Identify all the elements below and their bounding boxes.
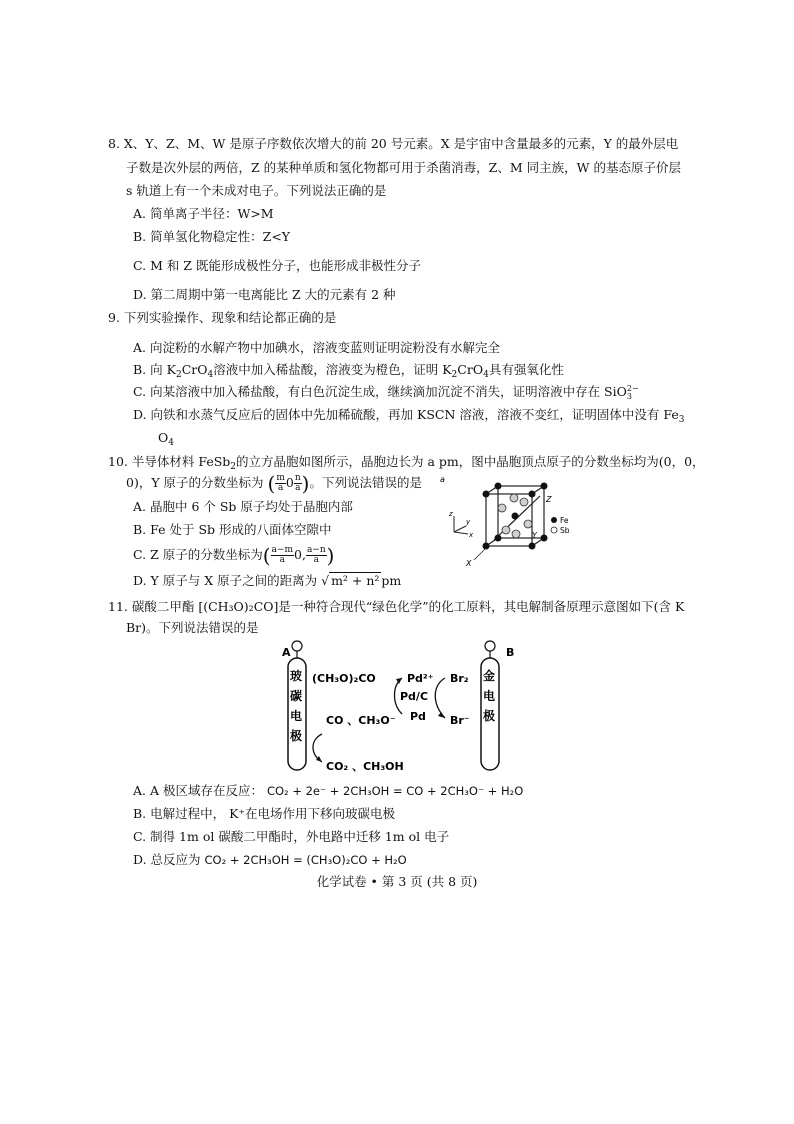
q9-option-c: C. 向某溶液中加入稀盐酸，有白色沉淀生成，继续滴加沉淀不消失，证明溶液中存在 SiO 2− 3 [133,383,639,401]
corner-label: a [440,475,445,484]
right-electrode-char-1: 金 [483,669,496,683]
legend-fe: Fe [560,516,569,525]
dmc-label: (CH₃O)₂CO [312,672,376,685]
q8-option-d: D. 第二周期中第一电离能比 Z 大的元素有 2 种 [133,287,396,302]
legend-sb: Sb [560,526,570,535]
q10-stem-line-2: 0)，Y 原子的分数坐标为 ( $\frac{m}{a}$ 0 $\frac{n}{a}$ )。下列说法错误的是 [126,471,422,496]
atom-z-label: Z [546,495,552,504]
right-electrode-char-3: 极 [483,709,496,723]
q11-stem-line-1: 11. 碳酸二甲酯 [(CH₃O)₂CO]是一种符合现代“绿色化学”的化工原料，其电解制备原理示意图如下(含 K [108,599,685,614]
q8-stem-line-3: s 轨道上有一个未成对电子。下列说法正确的是 [126,183,387,198]
br2-label: Br₂ [450,672,469,685]
q8-option-c: C. M 和 Z 既能形成极性分子，也能形成非极性分子 [133,258,421,273]
q10-option-a: A. 晶胞中 6 个 Sb 原子均处于晶胞内部 [133,499,353,514]
q9-option-d-line-2: $O_4$ [158,430,174,448]
left-electrode-char-3: 电 [290,709,303,723]
left-electrode-char-4: 极 [290,729,303,743]
crystal-cell-figure [436,472,596,568]
co2-ch3oh-label: CO₂ 、CH₃OH [326,760,404,773]
q10-option-d: D. Y 原子与 X 原子之间的距离为 √ m² + n² pm [133,573,402,588]
left-electrode-char-1: 玻 [290,669,303,683]
q8-option-a: A. 简单离子半径：W>M [133,206,274,221]
q9-option-d-line-1: D. 向铁和水蒸气反应后的固体中先加稀硫酸，再加 KSCN 溶液，溶液不变红，证明固体中没有 $Fe_3$ [133,407,685,425]
pdc-label: Pd/C [400,690,429,703]
q8-stem-line-1: 8. X、Y、Z、M、W 是原子序数依次增大的前 20 号元素。X 是宇宙中含量最多的元素，Y 的最外层电 [108,136,679,151]
q11-option-a: A. A 极区域存在反应： CO₂ + 2e⁻ + 2CH₃OH = CO + 2CH₃O⁻ + H₂O [133,783,524,798]
electrode-b-label: B [506,646,515,659]
axis-y-label: y [466,518,471,526]
pd-label: Pd [410,710,426,723]
q8-stem-line-2: 子数是次外层的两倍，Z 的某种单质和氢化物都可用于杀菌消毒，Z、M 同主族，W 的基态原子价层 [126,160,681,175]
q9-option-a: A. 向淀粉的水解产物中加碘水，溶液变蓝则证明淀粉没有水解完全 [133,340,500,355]
q11-stem-line-2: Br)。下列说法错误的是 [126,620,259,635]
q11-option-d: D. 总反应为 CO₂ + 2CH₃OH = (CH₃O)₂CO + H₂O [133,852,407,867]
q9-option-b: B. 向 $K_2CrO_4$溶液中加入稀盐酸，溶液变为橙色，证明 $K_2CrO_4$具有强氧化性 [133,362,564,380]
q9-stem: 9. 下列实验操作、现象和结论都正确的是 [108,310,337,325]
right-electrode-char-2: 电 [483,689,496,703]
q11-option-c: C. 制得 1m ol 碳酸二甲酯时，外电路中迁移 1m ol 电子 [133,829,450,844]
atom-y-label: Y [532,531,537,540]
electrolysis-diagram [280,636,530,776]
q11-option-b: B. 电解过程中， K⁺在电场作用下移向玻碳电极 [133,806,396,821]
axis-z-label: z [449,510,453,518]
atom-x-label: X [466,559,472,568]
pd2-label: Pd²⁺ [407,672,434,685]
q10-option-b: B. Fe 处于 Sb 形成的八面体空隙中 [133,522,332,537]
q8-option-b: B. 简单氢化物稳定性：Z<Y [133,229,291,244]
br-minus-label: Br⁻ [450,714,470,727]
axis-x-label: x [469,531,474,539]
co-ch3o-label: CO 、CH₃O⁻ [326,714,396,727]
left-electrode-char-2: 碳 [290,689,303,703]
electrode-a-label: A [282,646,291,659]
page-footer: 化学试卷 • 第 3 页 (共 8 页) [316,874,478,889]
q10-stem-line-1: 10. 半导体材料 FeSb$_2$的立方晶胞如图所示，晶胞边长为 a pm，图中晶胞顶点原子的分数坐标均为(0，0， [108,454,705,472]
q10-option-c: C. Z 原子的分数坐标为( $\frac{a-m}{a}$ 0, $\frac{a-n}{a}$ ) [133,543,335,568]
